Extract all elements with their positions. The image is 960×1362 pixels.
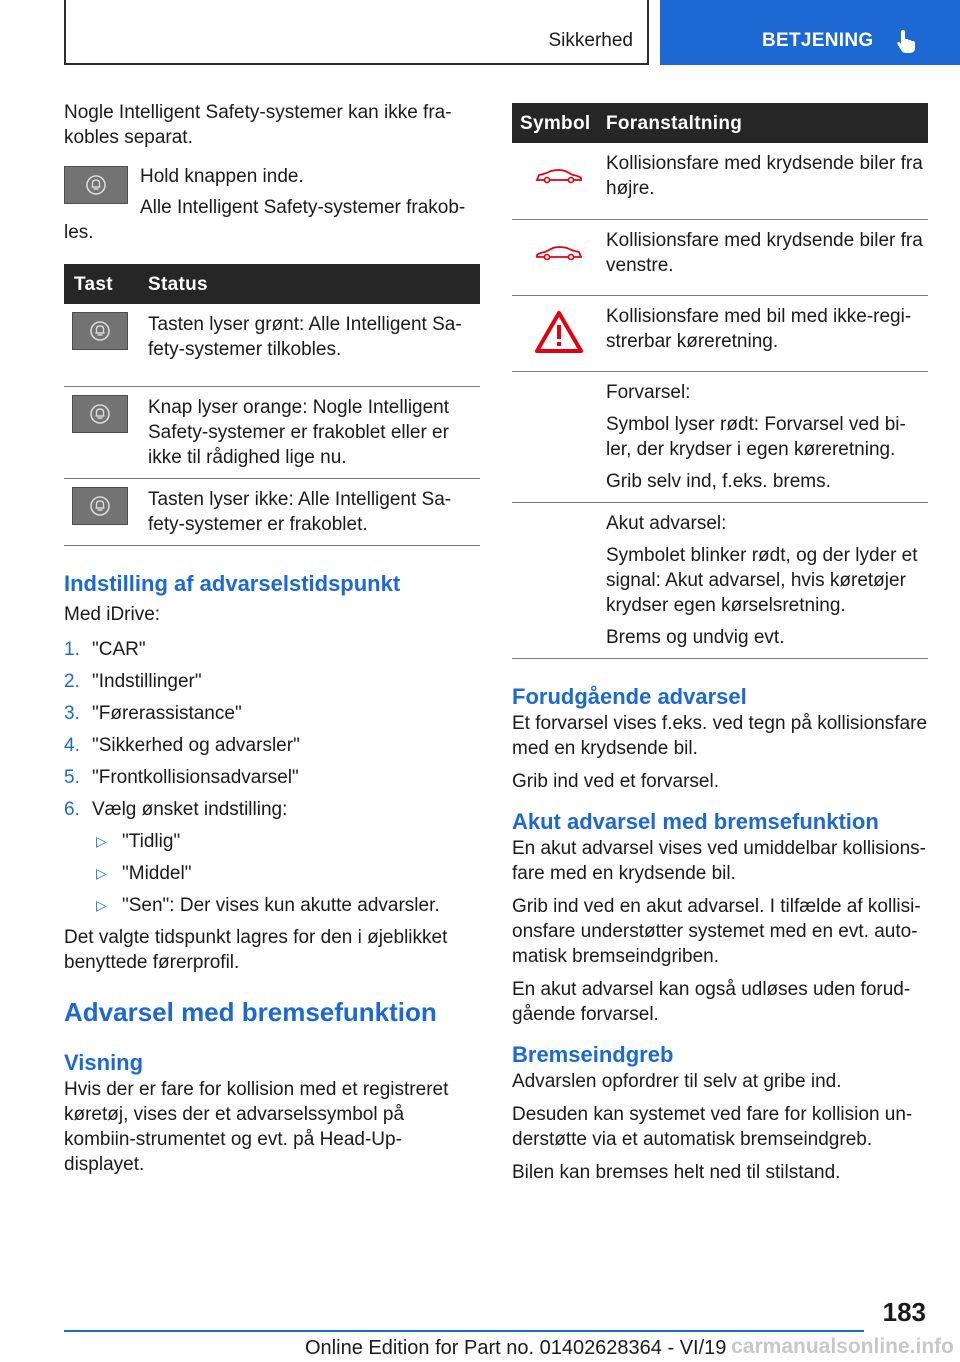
status-text: Knap lyser orange: Nogle Intelligent Safety-systemer er frakoblet eller er ikke til rådighed lige nu.: [148, 386, 480, 478]
bremse-p2: Desuden kan systemet ved fare for kollision un-derstøtte via et automatisk bremseindgreb.: [512, 1103, 913, 1150]
col-action: Foranstaltning: [606, 103, 928, 143]
forud-p2: Grib ind ved et forvarsel.: [512, 770, 719, 792]
table-row: [512, 295, 928, 371]
heading-advarsel: Advarsel med bremsefunktion: [64, 996, 437, 1027]
status-table: [64, 264, 480, 546]
list-item: 1. "CAR": [64, 638, 146, 660]
list-item: 3. "Førerassistance": [64, 702, 242, 724]
hold-line-2: Alle Intelligent Safety-systemer frakob-les.: [64, 197, 466, 243]
intro-text: Nogle Intelligent Safety-systemer kan ikke fra-kobles separat.: [64, 102, 452, 148]
action-text-block: [606, 371, 928, 502]
akut-p3: En akut advarsel kan også udløses uden forud-gående forvarsel.: [512, 978, 911, 1025]
safety-button-green-icon: [72, 312, 128, 350]
col-symbol: Symbol: [512, 103, 606, 143]
bremse-p1: Advarslen opfordrer til selv at gribe ind.: [512, 1070, 842, 1092]
right-column: [512, 103, 928, 1193]
med-idrive: Med iDrive:: [64, 603, 161, 625]
warning-triangle-icon: [534, 310, 584, 354]
table-row: [64, 386, 480, 478]
status-text: Tasten lyser ikke: Alle Intelligent Sa-fety-systemer er frakoblet.: [148, 478, 480, 545]
header-chapter-tab: [660, 0, 960, 65]
list-item: 6. Vælg ønsket indstilling:: [64, 798, 288, 820]
setting-options: [64, 829, 480, 925]
list-item: ▷ "Sen": Der vises kun akutte advarsler.: [96, 894, 440, 916]
action-line: Symbol lyser rødt: Forvarsel ved bi-ler, der krydser i egen køreretning.: [606, 413, 906, 460]
action-line: Grib selv ind, f.eks. brems.: [606, 470, 831, 492]
action-text: Kollisionsfare med bil med ikke-regi-strerbar køreretning.: [606, 295, 928, 371]
list-item: 5. "Frontkollisionsadvarsel": [64, 766, 299, 788]
action-line: Brems og undvig evt.: [606, 626, 785, 648]
idrive-steps: [64, 637, 480, 829]
car-left-icon: [535, 244, 583, 262]
table-row: [512, 502, 928, 658]
footer-divider: [64, 1330, 864, 1332]
saved-note: Det valgte tidspunkt lagres for den i øjeblikket benyttede førerprofil.: [64, 926, 448, 973]
list-item: ▷ "Tidlig": [96, 830, 181, 852]
action-text: Kollisionsfare med krydsende biler fra venstre.: [606, 219, 928, 295]
safety-button-orange-icon: [72, 395, 128, 433]
action-line: Akut advarsel:: [606, 512, 727, 534]
hold-line-1: Hold knappen inde.: [140, 166, 304, 187]
status-text: Tasten lyser grønt: Alle Intelligent Sa-fety-systemer tilkobles.: [148, 304, 480, 386]
table-row: [512, 143, 928, 219]
heading-bremse: Bremseindgreb: [512, 1041, 674, 1067]
car-right-icon: [535, 167, 583, 185]
col-tast: Tast: [64, 264, 148, 304]
table-row: [512, 219, 928, 295]
hold-button-block: [64, 164, 480, 243]
table-row: [64, 478, 480, 545]
table-row: [64, 304, 480, 386]
list-item: 4. "Sikkerhed og advarsler": [64, 734, 300, 756]
table-row: [512, 371, 928, 502]
watermark-text: carmanualsonline.info: [731, 1335, 954, 1358]
action-line: Forvarsel:: [606, 381, 691, 403]
heading-forudgaaende: Forudgående advarsel: [512, 683, 747, 709]
symbol-table: [512, 103, 928, 659]
col-status: Status: [148, 264, 480, 304]
action-text-block: [606, 502, 928, 658]
safety-button-off-icon: [72, 487, 128, 525]
page-number: 183: [882, 1297, 926, 1327]
hand-pointer-icon: [894, 28, 920, 54]
header-section-title: Sikkerhed: [548, 30, 633, 51]
list-item: ▷ "Middel": [96, 862, 192, 884]
visning-text: Hvis der er fare for kollision med et registreret køretøj, vises der et advarselssymbol på kombiin-strumentet og evt. på Head-Up-displayet.: [64, 1078, 449, 1175]
edition-text: Online Edition for Part no. 01402628364 - VI/19: [305, 1337, 727, 1359]
action-text: Kollisionsfare med krydsende biler fra højre.: [606, 143, 928, 219]
bremse-p3: Bilen kan bremses helt ned til stilstand.: [512, 1161, 841, 1183]
heading-indstilling: Indstilling af advarselstidspunkt: [64, 570, 401, 596]
list-item: 2. "Indstillinger": [64, 670, 202, 692]
heading-akut: Akut advarsel med bremsefunktion: [512, 808, 879, 834]
header-section-tab: [64, 0, 649, 65]
header-chapter-title: BETJENING: [762, 30, 874, 51]
akut-p2: Grib ind ved en akut advarsel. I tilfælde af kollisi-onsfare understøtter systemet med en evt. auto-matisk bremseindgriben.: [512, 895, 921, 967]
action-line: Symbolet blinker rødt, og der lyder et signal: Akut advarsel, hvis køretøjer krydser egen kørselsretning.: [606, 544, 918, 616]
forud-p1: Et forvarsel vises f.eks. ved tegn på kollisionsfare med en krydsende bil.: [512, 712, 928, 759]
left-column: [64, 100, 480, 1177]
akut-p1: En akut advarsel vises ved umiddelbar kollisions-fare med en krydsende bil.: [512, 837, 926, 884]
heading-visning: Visning: [64, 1049, 144, 1075]
